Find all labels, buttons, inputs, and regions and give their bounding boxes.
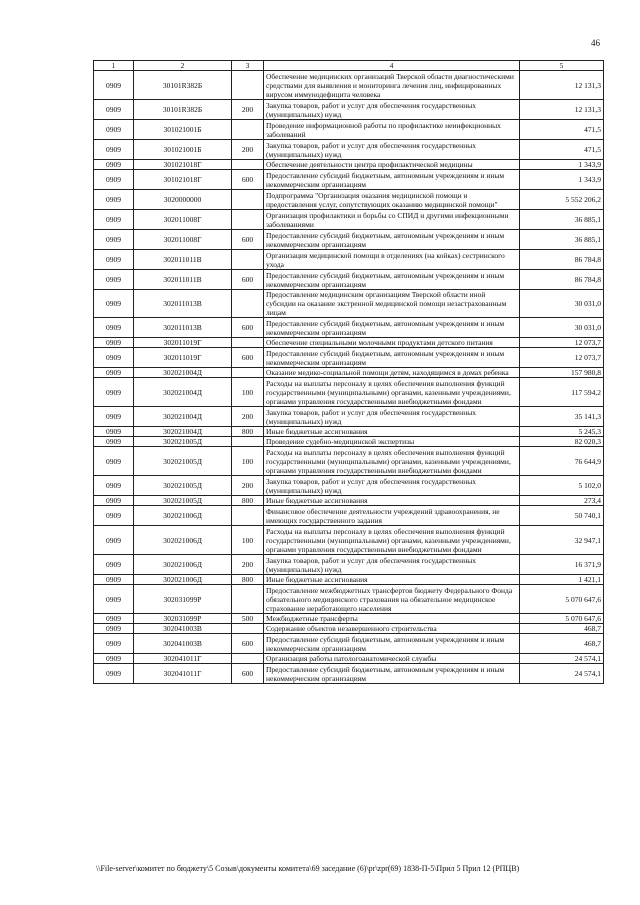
table-row — [94, 100, 604, 120]
expense-type-cell: 800 — [232, 427, 264, 437]
amount-cell: 35 141,3 — [520, 407, 604, 427]
amount-cell: 36 885,1 — [520, 230, 604, 250]
table-row — [94, 585, 604, 614]
expense-type-cell — [232, 338, 264, 348]
item-name-cell: Содержание объектов незавершенного строительства — [264, 624, 520, 634]
table-row — [94, 378, 604, 407]
target-article-cell: 302021006Д — [134, 575, 232, 585]
target-article-cell: 302021004Д — [134, 407, 232, 427]
target-article-cell: 302011019Г — [134, 338, 232, 348]
section-code-cell: 0909 — [94, 378, 134, 407]
table-row — [94, 318, 604, 338]
amount-cell: 12 073,7 — [520, 348, 604, 368]
table-row — [94, 634, 604, 654]
section-code-cell: 0909 — [94, 210, 134, 230]
table-row — [94, 270, 604, 290]
amount-cell: 86 784,8 — [520, 250, 604, 270]
target-article-cell: 302011013В — [134, 290, 232, 318]
table-row — [94, 338, 604, 348]
target-article-cell: 301021018Г — [134, 160, 232, 170]
amount-cell: 468,7 — [520, 624, 604, 634]
item-name-cell: Финансовое обеспечение деятельности учреждений здравоохранения, не имеющих государственного задания — [264, 506, 520, 526]
item-name-cell: Предоставление субсидий бюджетным, автономным учреждениям и иным некоммерческим организациям — [264, 348, 520, 368]
amount-cell: 50 740,1 — [520, 506, 604, 526]
expense-type-cell — [232, 190, 264, 210]
table-row — [94, 407, 604, 427]
section-code-cell: 0909 — [94, 338, 134, 348]
section-code-cell: 0909 — [94, 447, 134, 476]
expense-type-cell — [232, 654, 264, 664]
table-row — [94, 447, 604, 476]
target-article-cell: 302021005Д — [134, 437, 232, 447]
item-name-cell: Предоставление субсидий бюджетным, автономным учреждениям и иным некоммерческим организациям — [264, 664, 520, 684]
table-row — [94, 190, 604, 210]
header-col-3: 3 — [232, 61, 264, 71]
expense-type-cell: 500 — [232, 614, 264, 624]
table-row — [94, 664, 604, 684]
header-col-5: 5 — [520, 61, 604, 71]
expense-type-cell: 200 — [232, 476, 264, 496]
section-code-cell: 0909 — [94, 270, 134, 290]
target-article-cell: 302011019Г — [134, 348, 232, 368]
section-code-cell: 0909 — [94, 614, 134, 624]
item-name-cell: Обеспечение специальными молочными продуктами детского питания — [264, 338, 520, 348]
target-article-cell: 301021001Б — [134, 120, 232, 140]
section-code-cell: 0909 — [94, 526, 134, 555]
amount-cell: 157 980,8 — [520, 368, 604, 378]
expense-type-cell: 600 — [232, 230, 264, 250]
expense-type-cell: 100 — [232, 378, 264, 407]
amount-cell: 1 421,1 — [520, 575, 604, 585]
target-article-cell: 302021004Д — [134, 378, 232, 407]
item-name-cell: Организация медицинской помощи в отделениях (на койках) сестринского ухода — [264, 250, 520, 270]
section-code-cell: 0909 — [94, 585, 134, 614]
target-article-cell: 302021005Д — [134, 447, 232, 476]
expense-type-cell: 600 — [232, 270, 264, 290]
item-name-cell: Закупка товаров, работ и услуг для обеспечения государственных (муниципальных) нужд — [264, 140, 520, 160]
table-row — [94, 437, 604, 447]
target-article-cell: 302021004Д — [134, 368, 232, 378]
expense-type-cell: 200 — [232, 555, 264, 575]
target-article-cell: 301021001Б — [134, 140, 232, 160]
section-code-cell: 0909 — [94, 427, 134, 437]
expense-type-cell — [232, 210, 264, 230]
expense-type-cell: 600 — [232, 664, 264, 684]
item-name-cell: Предоставление субсидий бюджетным, автономным учреждениям и иным некоммерческим организациям — [264, 230, 520, 250]
amount-cell: 1 343,9 — [520, 160, 604, 170]
expense-type-cell: 600 — [232, 348, 264, 368]
expense-type-cell — [232, 290, 264, 318]
table-row — [94, 575, 604, 585]
amount-cell: 12 131,3 — [520, 100, 604, 120]
expense-type-cell — [232, 120, 264, 140]
amount-cell: 30 031,0 — [520, 290, 604, 318]
item-name-cell: Проведение информационной работы по профилактике неинфекционных заболеваний — [264, 120, 520, 140]
expense-type-cell: 200 — [232, 407, 264, 427]
expense-type-cell — [232, 624, 264, 634]
section-code-cell: 0909 — [94, 368, 134, 378]
table-row — [94, 170, 604, 190]
header-col-1: 1 — [94, 61, 134, 71]
amount-cell: 30 031,0 — [520, 318, 604, 338]
expense-type-cell: 600 — [232, 318, 264, 338]
table-row — [94, 476, 604, 496]
expense-type-cell — [232, 250, 264, 270]
section-code-cell: 0909 — [94, 100, 134, 120]
item-name-cell: Расходы на выплаты персоналу в целях обеспечения выполнения функций государственными (муниципальными) органами, казенными учреждениями, органами управления государственными внебюджетными фондами — [264, 526, 520, 555]
section-code-cell: 0909 — [94, 624, 134, 634]
header-col-2: 2 — [134, 61, 232, 71]
section-code-cell: 0909 — [94, 506, 134, 526]
item-name-cell: Расходы на выплаты персоналу в целях обеспечения выполнения функций государственными (муниципальными) органами, казенными учреждениями, органами управления государственными внебюджетными фондами — [264, 378, 520, 407]
item-name-cell: Иные бюджетные ассигнования — [264, 496, 520, 506]
table-body — [94, 71, 604, 684]
section-code-cell: 0909 — [94, 318, 134, 338]
amount-cell: 5 102,0 — [520, 476, 604, 496]
table-row — [94, 160, 604, 170]
target-article-cell: 301021018Г — [134, 170, 232, 190]
target-article-cell: 302021006Д — [134, 506, 232, 526]
expense-type-cell — [232, 368, 264, 378]
expense-type-cell: 800 — [232, 575, 264, 585]
amount-cell: 16 371,9 — [520, 555, 604, 575]
table-row — [94, 210, 604, 230]
amount-cell: 117 594,2 — [520, 378, 604, 407]
amount-cell: 1 343,9 — [520, 170, 604, 190]
item-name-cell: Иные бюджетные ассигнования — [264, 575, 520, 585]
section-code-cell: 0909 — [94, 190, 134, 210]
item-name-cell: Предоставление субсидий бюджетным, автономным учреждениям и иным некоммерческим организациям — [264, 634, 520, 654]
table-row — [94, 140, 604, 160]
item-name-cell: Закупка товаров, работ и услуг для обеспечения государственных (муниципальных) нужд — [264, 407, 520, 427]
item-name-cell: Организация работы патологоанатомической службы — [264, 654, 520, 664]
section-code-cell: 0909 — [94, 634, 134, 654]
target-article-cell: 302011013В — [134, 318, 232, 338]
expense-type-cell — [232, 437, 264, 447]
section-code-cell: 0909 — [94, 140, 134, 160]
table-row — [94, 506, 604, 526]
item-name-cell: Закупка товаров, работ и услуг для обеспечения государственных (муниципальных) нужд — [264, 476, 520, 496]
table-row — [94, 427, 604, 437]
table-row — [94, 71, 604, 100]
amount-cell: 24 574,1 — [520, 654, 604, 664]
target-article-cell: 302021006Д — [134, 526, 232, 555]
expense-type-cell — [232, 585, 264, 614]
item-name-cell: Предоставление субсидий бюджетным, автономным учреждениям и иным некоммерческим организациям — [264, 270, 520, 290]
target-article-cell: 302041011Г — [134, 654, 232, 664]
target-article-cell: 302021006Д — [134, 555, 232, 575]
target-article-cell: 302041011Г — [134, 664, 232, 684]
item-name-cell: Межбюджетные трансферты — [264, 614, 520, 624]
item-name-cell: Обеспечение деятельности центра профилактической медицины — [264, 160, 520, 170]
section-code-cell: 0909 — [94, 664, 134, 684]
item-name-cell: Расходы на выплаты персоналу в целях обеспечения выполнения функций государственными (муниципальными) органами, казенными учреждениями, органами управления государственными внебюджетными фондами — [264, 447, 520, 476]
target-article-cell: 302041003В — [134, 634, 232, 654]
item-name-cell: Предоставление субсидий бюджетным, автономным учреждениям и иным некоммерческим организациям — [264, 318, 520, 338]
page-number: 46 — [591, 38, 600, 48]
expense-type-cell — [232, 160, 264, 170]
amount-cell: 82 020,3 — [520, 437, 604, 447]
expense-type-cell: 100 — [232, 447, 264, 476]
item-name-cell: Организация профилактики и борьбы со СПИД и другими инфекционными заболеваниями — [264, 210, 520, 230]
item-name-cell: Проведение судебно-медицинской экспертизы — [264, 437, 520, 447]
amount-cell: 468,7 — [520, 634, 604, 654]
section-code-cell: 0909 — [94, 654, 134, 664]
target-article-cell: 302011011В — [134, 270, 232, 290]
target-article-cell: 302021004Д — [134, 427, 232, 437]
amount-cell: 36 885,1 — [520, 210, 604, 230]
item-name-cell: Иные бюджетные ассигнования — [264, 427, 520, 437]
target-article-cell: 302011008Г — [134, 230, 232, 250]
table-row — [94, 555, 604, 575]
expense-type-cell — [232, 506, 264, 526]
table-row — [94, 496, 604, 506]
expense-type-cell: 800 — [232, 496, 264, 506]
item-name-cell: Закупка товаров, работ и услуг для обеспечения государственных (муниципальных) нужд — [264, 100, 520, 120]
target-article-cell: 302011008Г — [134, 210, 232, 230]
section-code-cell: 0909 — [94, 290, 134, 318]
item-name-cell: Оказание медико-социальной помощи детям, находящимся в домах ребенка — [264, 368, 520, 378]
amount-cell: 24 574,1 — [520, 664, 604, 684]
item-name-cell: Закупка товаров, работ и услуг для обеспечения государственных (муниципальных) нужд — [264, 555, 520, 575]
table-row — [94, 654, 604, 664]
item-name-cell: Предоставление субсидий бюджетным, автономным учреждениям и иным некоммерческим организациям — [264, 170, 520, 190]
item-name-cell: Подпрограмма "Организация оказания медицинской помощи и предоставления услуг, сопутствующих оказанию медицинской помощи" — [264, 190, 520, 210]
table-row — [94, 230, 604, 250]
amount-cell: 86 784,8 — [520, 270, 604, 290]
amount-cell: 5 552 206,2 — [520, 190, 604, 210]
section-code-cell: 0909 — [94, 230, 134, 250]
expense-type-cell — [232, 71, 264, 100]
section-code-cell: 0909 — [94, 496, 134, 506]
section-code-cell: 0909 — [94, 555, 134, 575]
amount-cell: 273,4 — [520, 496, 604, 506]
table-row — [94, 624, 604, 634]
amount-cell: 5 070 647,6 — [520, 614, 604, 624]
amount-cell: 471,5 — [520, 120, 604, 140]
section-code-cell: 0909 — [94, 160, 134, 170]
section-code-cell: 0909 — [94, 476, 134, 496]
amount-cell: 12 131,3 — [520, 71, 604, 100]
table-row — [94, 250, 604, 270]
section-code-cell: 0909 — [94, 575, 134, 585]
footer-file-path: \\File-server\комитет по бюджету\5 Созыв\документы комитета\69 заседание (6)\pr\zpr(69) 1838-П-5\Прил 5 Прил 12 (РПЦВ) — [96, 864, 520, 873]
item-name-cell: Предоставление медицинским организациям Тверской области иной субсидии на оказание экстренной медицинской помощи незастрахованным лицам — [264, 290, 520, 318]
expense-type-cell: 600 — [232, 170, 264, 190]
target-article-cell: 302021005Д — [134, 476, 232, 496]
amount-cell: 76 644,9 — [520, 447, 604, 476]
header-col-4: 4 — [264, 61, 520, 71]
target-article-cell: 3020000000 — [134, 190, 232, 210]
expense-type-cell: 200 — [232, 140, 264, 160]
table-row — [94, 526, 604, 555]
table-row — [94, 368, 604, 378]
target-article-cell: 30101R382Б — [134, 71, 232, 100]
amount-cell: 5 245,3 — [520, 427, 604, 437]
table-row — [94, 614, 604, 624]
expense-type-cell: 200 — [232, 100, 264, 120]
section-code-cell: 0909 — [94, 250, 134, 270]
section-code-cell: 0909 — [94, 437, 134, 447]
section-code-cell: 0909 — [94, 120, 134, 140]
amount-cell: 5 070 647,6 — [520, 585, 604, 614]
section-code-cell: 0909 — [94, 407, 134, 427]
target-article-cell: 302011011В — [134, 250, 232, 270]
expense-type-cell: 100 — [232, 526, 264, 555]
target-article-cell: 302041003В — [134, 624, 232, 634]
table-row — [94, 120, 604, 140]
target-article-cell: 302031099Р — [134, 614, 232, 624]
table-row — [94, 290, 604, 318]
amount-cell: 12 073,7 — [520, 338, 604, 348]
section-code-cell: 0909 — [94, 71, 134, 100]
table-row — [94, 348, 604, 368]
target-article-cell: 302021005Д — [134, 496, 232, 506]
budget-table — [93, 60, 604, 684]
table-header-row — [94, 61, 604, 71]
target-article-cell: 302031099Р — [134, 585, 232, 614]
amount-cell: 471,5 — [520, 140, 604, 160]
item-name-cell: Предоставление межбюджетных трансфертов бюджету Федерального Фонда обязательного медицинского страхования на обязательное медицинское страхование неработающего населения — [264, 585, 520, 614]
amount-cell: 32 947,1 — [520, 526, 604, 555]
item-name-cell: Обеспечение медицинских организаций Тверской области диагностическими средствами для выявления и мониторинга лечения лиц, инфицированных вирусом иммунодефицита человека — [264, 71, 520, 100]
section-code-cell: 0909 — [94, 170, 134, 190]
expense-type-cell: 600 — [232, 634, 264, 654]
target-article-cell: 30101R382Б — [134, 100, 232, 120]
section-code-cell: 0909 — [94, 348, 134, 368]
